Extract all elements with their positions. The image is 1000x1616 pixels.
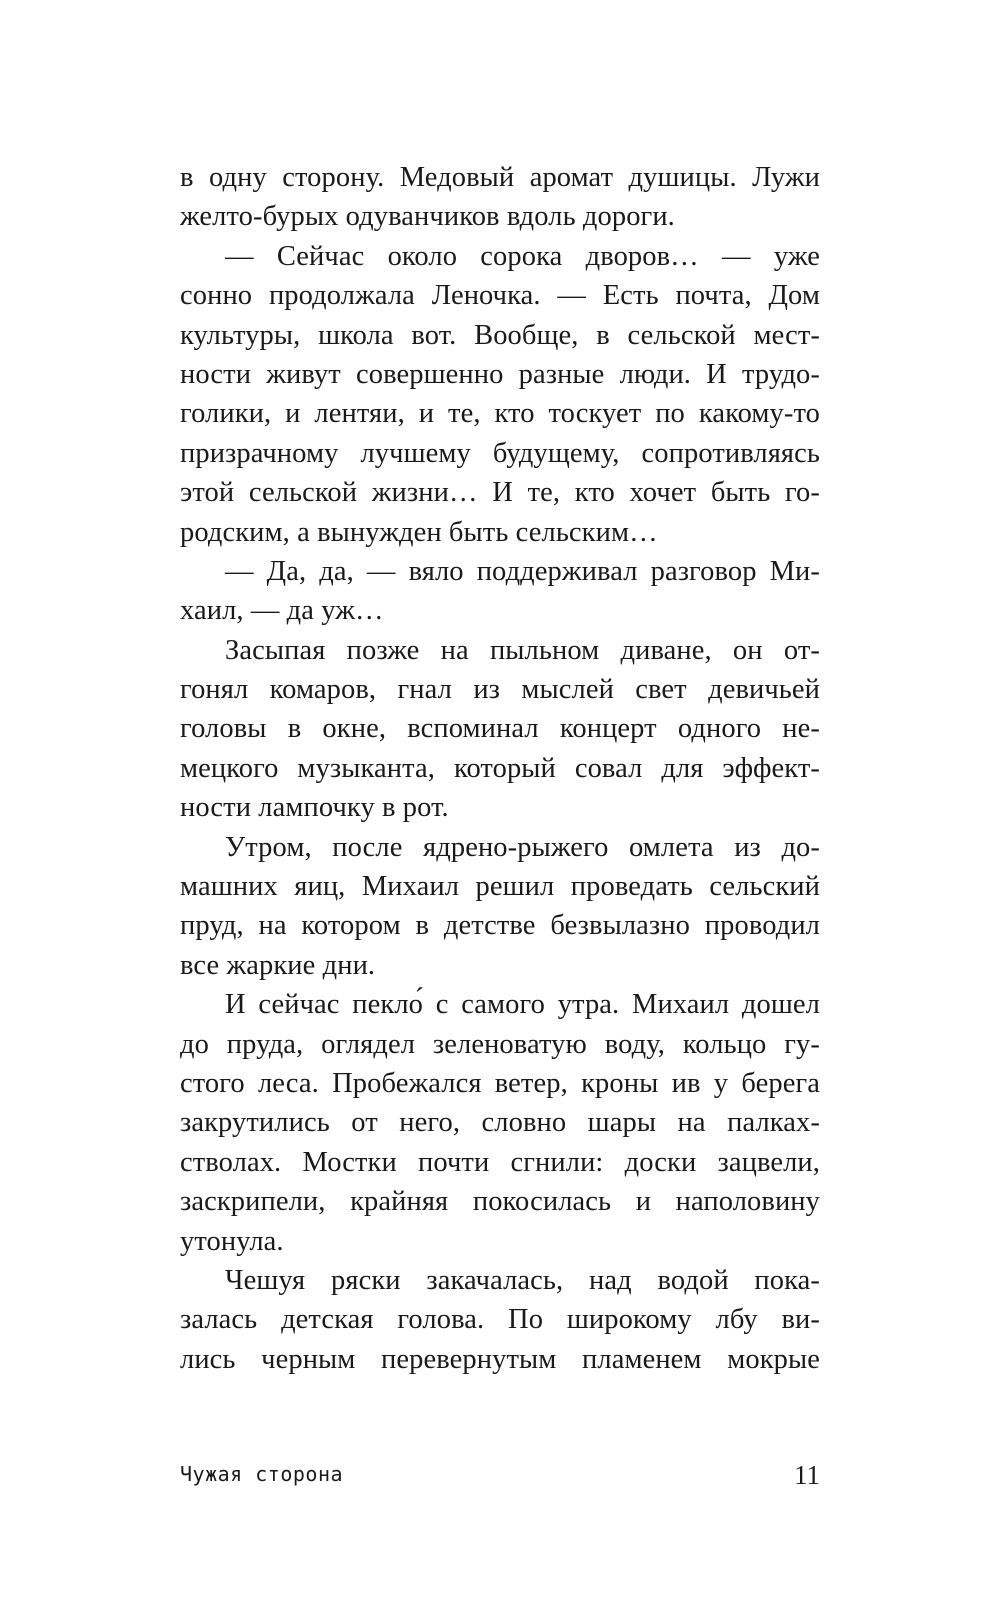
text-line: хаил, — да уж… (180, 595, 384, 627)
text-line: гонял комаров, гнал из мыслей свет девичьей (180, 674, 820, 706)
text-line: — Да, да, — вяло поддерживал разговор Ми- (225, 555, 820, 587)
body-text (180, 158, 820, 1379)
text-line: И сейчас пекло́ с самого утра. Михаил дошел (225, 989, 820, 1021)
text-line: — Сейчас около сорока дворов… — уже (225, 240, 820, 272)
text-line: Засыпая позже на пыльном диване, он от- (225, 634, 820, 666)
text-line: сонно продолжала Леночка. — Есть почта, Дом (180, 280, 820, 312)
text-line: в одну сторону. Медовый аромат душицы. Лужи (180, 162, 820, 193)
text-line: ности живут совершенно разные люди. И трудо- (180, 358, 820, 390)
text-line: закрутились от него, словно шары на палках- (180, 1107, 820, 1139)
text-line: заскрипели, крайняя покосилась и наполовину (180, 1186, 820, 1218)
text-line: утонула. (180, 1225, 284, 1257)
text-line: лись черным перевернутым пламенем мокрые (180, 1343, 820, 1375)
text-line: мецкого музыканта, который совал для эффект- (180, 752, 820, 784)
text-line: этой сельской жизни… И те, кто хочет быть го- (180, 477, 820, 509)
text-line: машних яиц, Михаил решил проведать сельский (180, 871, 820, 903)
text-line: стого леса. Пробежался ветер, кроны ив у берега (180, 1067, 820, 1099)
text-line: Чешуя ряски закачалась, над водой пока- (225, 1264, 820, 1296)
text-line: голики, и лентяи, и те, кто тоскует по какому-то (180, 398, 820, 430)
text-line: ности лампочку в рот. (180, 792, 449, 824)
text-line: все жаркие дни. (180, 949, 376, 981)
text-line: призрачному лучшему будущему, сопротивляясь (180, 437, 820, 469)
text-line: до пруда, оглядел зеленоватую воду, кольцо гу- (180, 1028, 820, 1060)
text-line: головы в окне, вспоминал концерт одного не- (180, 713, 820, 745)
text-line: желто-бурых одуванчиков вдоль дороги. (180, 201, 675, 233)
page-footer (180, 1462, 820, 1494)
text-line: стволах. Мостки почти сгнили: доски зацвели, (180, 1146, 820, 1178)
text-line: родским, а вынужден быть сельским… (180, 516, 658, 548)
text-line: Утром, после ядрено-рыжего омлета из до- (225, 831, 820, 863)
running-title: Чужая сторона (180, 1462, 344, 1486)
page-number: 11 (794, 1460, 820, 1490)
text-line: культуры, школа вот. Вообще, в сельской мест- (180, 319, 820, 351)
text-line: залась детская голова. По широкому лбу ви- (180, 1304, 820, 1336)
text-line: пруд, на котором в детстве безвылазно проводил (180, 910, 820, 942)
